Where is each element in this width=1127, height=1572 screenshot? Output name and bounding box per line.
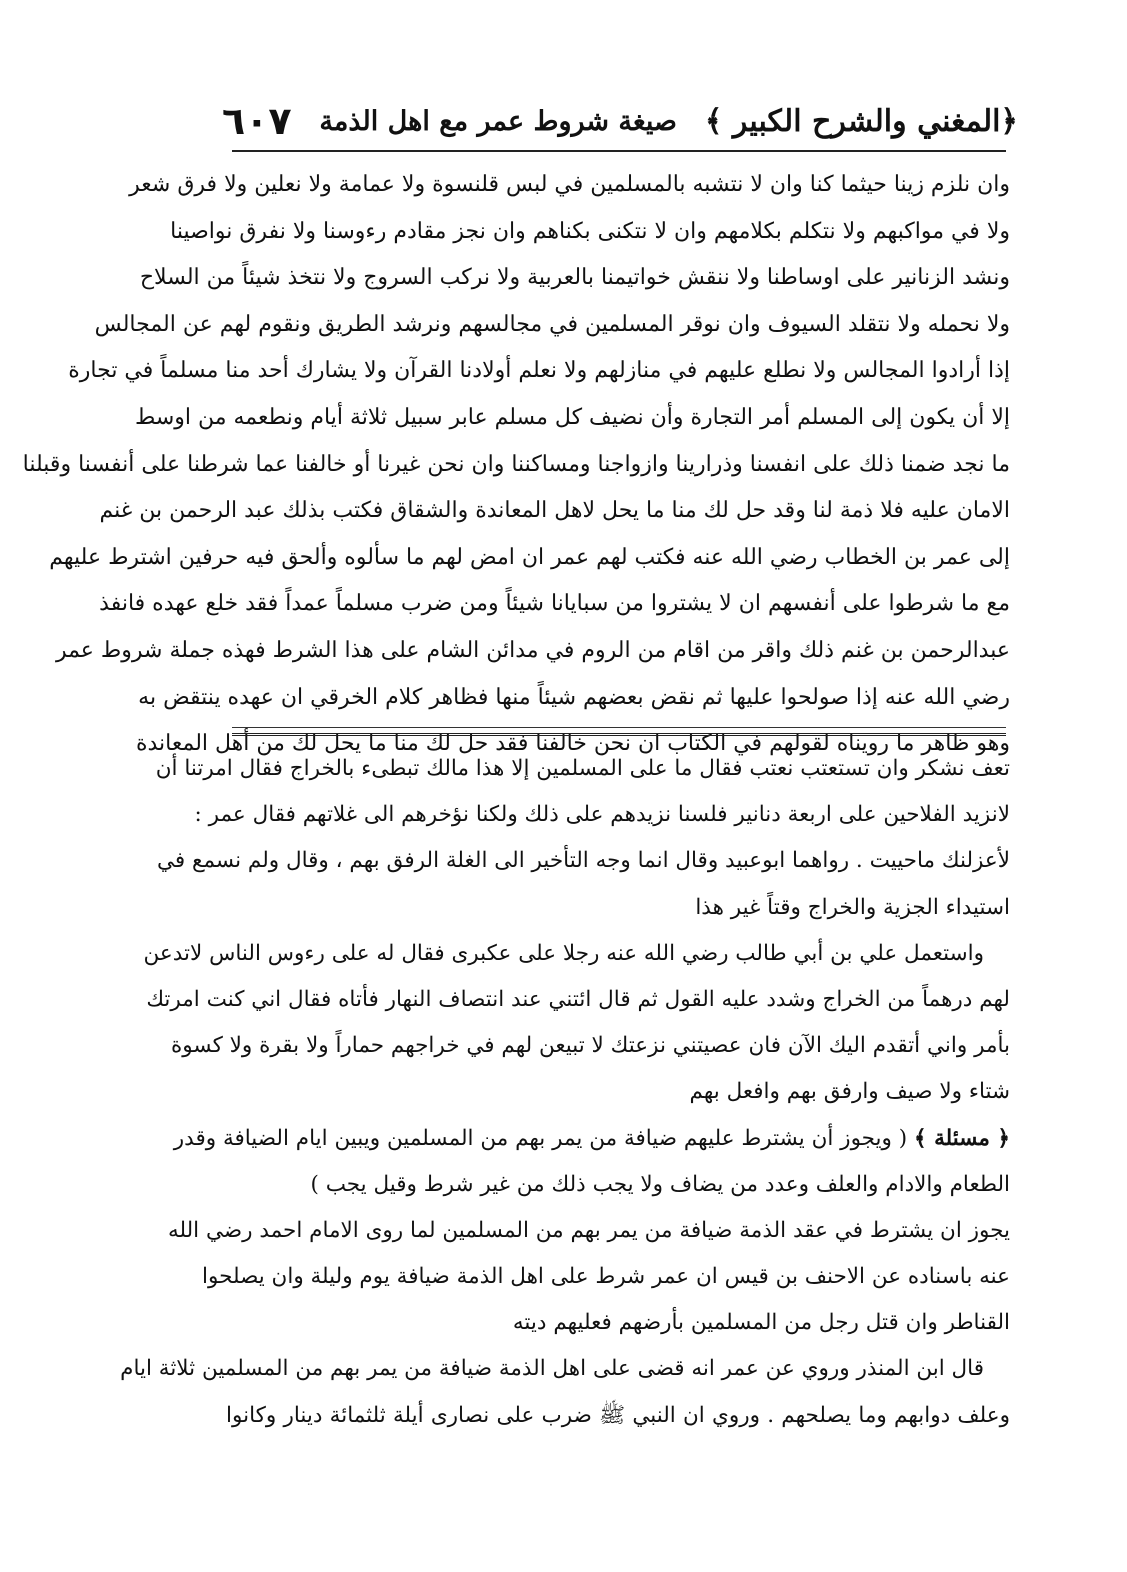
commentary-line: استيداء الجزية والخراج وقتاً غير هذا [695, 894, 1010, 920]
commentary-paragraph [167, 1208, 1010, 1347]
main-text-line: وان نلزم زينا حيثما كنا وان لا نتشبه بالمسلمين في لبس قلنسوة ولا عمامة ولا نعلين ولا فرق شعر [129, 172, 1010, 197]
main-text-line: ولا في مواكبهم ولا نتكلم بكلامهم وان لا نتكنى بكناهم وان نجز مقادم رءوسنا ولا نفرق نواصينا [170, 218, 1010, 244]
commentary-line: يجوز ان يشترط في عقد الذمة ضيافة من يمر بهم من المسلمين لما روى الامام احمد رضي الله [167, 1217, 1010, 1243]
main-text-line: ولا نحمله ولا نتقلد السيوف وان نوقر المسلمين في مجالسهم ونرشد الطريق ونقوم لهم عن المجالس [94, 311, 1010, 337]
commentary-line: لهم درهماً من الخراج وشدد عليه القول ثم قال ائتني عند انتصاف النهار فأتاه فقال اني كنت امرتك [146, 986, 1010, 1012]
commentary-line: شتاء ولا صيف وارفق بهم وافعل بهم [689, 1079, 1010, 1105]
page-number: ٦٠٧ [222, 99, 292, 143]
main-text-line: إلى عمر بن الخطاب رضي الله عنه فكتب لهم عمر ان امض لهم ما سألوه وألحق فيه حرفين اشترط عليهم [49, 544, 1010, 570]
main-text-line: إذا أرادوا المجالس ولا نطلع عليهم في منازلهم ولا نعلم أولادنا القرآن ولا يشارك أحد منا مسلماً في تجارة [68, 358, 1010, 384]
commentary-line: بأمر واني أتقدم اليك الآن فان عصيتني نزعتك لا تبيعن لهم في خراجهم حماراً ولا بقرة ولا كسوة [171, 1033, 1010, 1059]
commentary-text [120, 746, 1010, 1439]
main-text-line: الامان عليه فلا ذمة لنا وقد حل لك منا ما يحل لاهل المعاندة والشقاق فكتب بذلك عبد الرحمن بن غنم [99, 498, 1010, 524]
commentary-line: تعف نشكر وان تستعتب نعتب فقال ما على المسلمين إلا هذا مالك تبطىء بالخراج فقال امرتنا أن [155, 756, 1010, 781]
commentary-line: القناطر وان قتل رجل من المسلمين بأرضهم فعليهم ديته [512, 1310, 1010, 1336]
main-text-line: ونشد الزنانير على اوساطنا ولا ننقش خواتيمنا بالعربية ولا نركب السروج ولا نتخذ شيئاً من السلاح [139, 265, 1010, 291]
main-text [22, 162, 1010, 768]
book-title: ﴿المغني والشرح الكبير ﴾ [704, 103, 1018, 139]
commentary-line: قال ابن المنذر وروي عن عمر انه قضى على اهل الذمة ضيافة من يمر بهم من المسلمين ثلاثة ايام [120, 1356, 984, 1382]
commentary-line: لانزيد الفلاحين على اربعة دنانير فلسنا نزيدهم على ذلك ولكنا نؤخرهم الى غلاتهم فقال عمر : [194, 802, 1010, 828]
commentary-paragraph [143, 931, 1010, 1116]
commentary-line: الطعام والادام والعلف وعدد من يضاف ولا يجب ذلك من غير شرط وقيل يجب ) [310, 1171, 1010, 1197]
commentary-paragraph [120, 1346, 1010, 1438]
masala-line [173, 1116, 1010, 1162]
masala-paragraph [173, 1116, 1010, 1208]
commentary-line: عنه باسناده عن الاحنف بن قيس ان عمر شرط على اهل الذمة ضيافة يوم وليلة وان يصلحوا [202, 1264, 1010, 1290]
section-divider-double [232, 733, 1006, 736]
main-text-line: وهو ظاهر ما رويناه لقولهم في الكتاب ان نحن خالفنا فقد حل لك منا ما يحل لك من أهل المعاندة [135, 731, 1010, 757]
main-text-line: عبدالرحمن بن غنم ذلك واقر من اقام من الروم في مدائن الشام على هذا الشرط فهذه جملة شروط عمر [55, 637, 1010, 663]
main-text-line: رضي الله عنه إذا صولحوا عليها ثم نقض بعضهم شيئاً منها فظاهر كلام الخرقي ان عهده ينتقض به [138, 684, 1010, 710]
commentary-paragraph [155, 746, 1010, 931]
masala-text: ( ويجوز أن يشترط عليهم ضيافة من يمر بهم من المسلمين ويبين ايام الضيافة وقدر [173, 1125, 908, 1151]
main-text-line: مع ما شرطوا على أنفسهم ان لا يشتروا من سبايانا شيئاً ومن ضرب مسلماً عمداً فقد خلع عهده فانفذ [99, 591, 1010, 617]
commentary-line: وعلف دوابهم وما يصلحهم . وروي ان النبي ﷺ ضرب على نصارى أيلة ثلثمائة دينار وكانوا [226, 1402, 1010, 1428]
header-rule [232, 150, 1006, 152]
main-text-line: ما نجد ضمنا ذلك على انفسنا وذرارينا وازواجنا ومساكننا وان نحن غيرنا أو خالفنا عما شرطنا على أنفسنا وقبلنا [22, 451, 1010, 477]
commentary-line: لأعزلنك ماحييت . رواهما ابوعبيد وقال انما وجه التأخير الى الغلة الرفق بهم ، وقال ولم نسمع في [157, 848, 1010, 874]
commentary-line: واستعمل علي بن أبي طالب رضي الله عنه رجلا على عكبرى فقال له على رءوس الناس لاتدعن [143, 940, 984, 966]
page-header [222, 96, 1018, 146]
section-title: صيغة شروط عمر مع اهل الذمة [319, 105, 677, 137]
masala-label: ﴿ مسئلة ﴾ [914, 1125, 1010, 1151]
main-text-line: إلا أن يكون إلى المسلم أمر التجارة وأن نضيف كل مسلم عابر سبيل ثلاثة أيام ونطعمه من اوسط [134, 404, 1010, 430]
section-divider [232, 727, 1006, 728]
